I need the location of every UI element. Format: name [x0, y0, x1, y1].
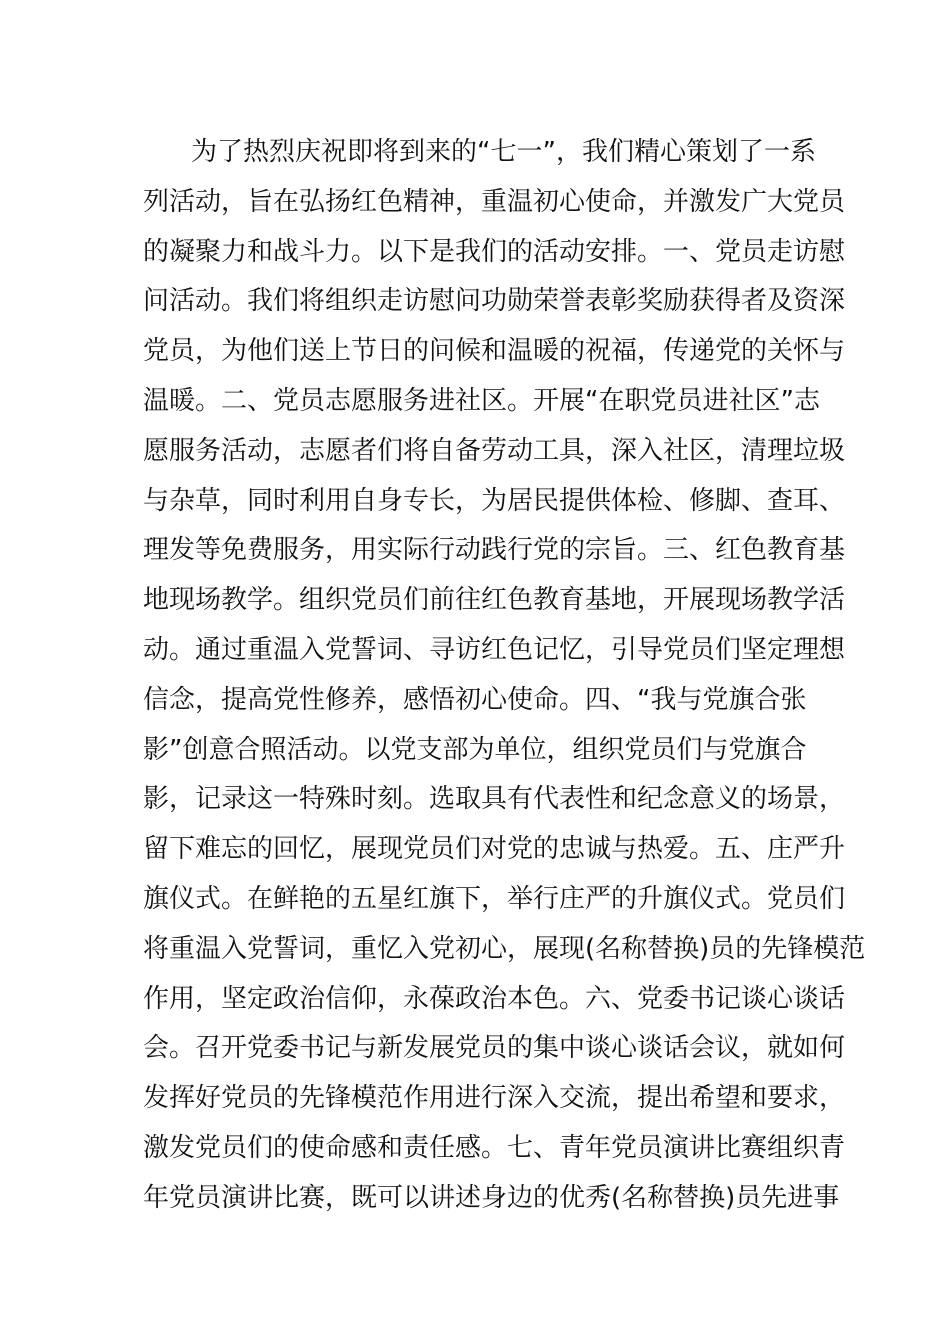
text-line: 理发等免费服务，用实际行动践行党的宗旨。三、红色教育基	[143, 535, 846, 566]
text-line: 地现场教学。组织党员们前往红色教育基地，开展现场教学活	[143, 585, 846, 616]
text-line: 党员，为他们送上节日的问候和温暖的祝福，传递党的关怀与	[143, 336, 846, 367]
text-line: 旗仪式。在鲜艳的五星红旗下，举行庄严的升旗仪式。党员们	[143, 883, 846, 914]
text-line: 发挥好党员的先锋模范作用进行深入交流，提出希望和要求，	[143, 1083, 846, 1114]
text-line: 作用，坚定政治信仰，永葆政治本色。六、党委书记谈心谈话	[143, 983, 846, 1014]
body-paragraph	[143, 128, 865, 1224]
text-line: 的凝聚力和战斗力。以下是我们的活动安排。一、党员走访慰	[143, 236, 846, 267]
text-line: 愿服务活动，志愿者们将自备劳动工具，深入社区，清理垃圾	[143, 435, 846, 466]
text-line: 信念，提高党性修养，感悟初心使命。四、“我与党旗合张	[143, 684, 807, 715]
text-line: 动。通过重温入党誓词、寻访红色记忆，引导党员们坚定理想	[143, 634, 846, 665]
text-line: 会。召开党委书记与新发展党员的集中谈心谈话会议，就如何	[143, 1033, 846, 1064]
text-line: 与杂草，同时利用自身专长，为居民提供体检、修脚、查耳、	[143, 485, 846, 516]
text-line: 影”创意合照活动。以党支部为单位，组织党员们与党旗合	[143, 734, 807, 765]
text-line: 为了热烈庆祝即将到来的“七一”，我们精心策划了一系	[191, 137, 816, 167]
text-line: 问活动。我们将组织走访慰问功勋荣誉表彰奖励获得者及资深	[143, 286, 846, 317]
text-line: 留下难忘的回忆，展现党员们对党的忠诚与热爱。五、庄严升	[143, 834, 846, 865]
text-line: 年党员演讲比赛，既可以讲述身边的优秀(名称替换)员先进事	[143, 1182, 840, 1213]
text-line: 温暖。二、党员志愿服务进社区。开展“在职党员进社区”志	[143, 385, 820, 416]
text-line: 影，记录这一特殊时刻。选取具有代表性和纪念意义的场景，	[143, 784, 846, 815]
text-line: 列活动，旨在弘扬红色精神，重温初心使命，并激发广大党员	[143, 186, 846, 217]
text-line: 将重温入党誓词，重忆入党初心，展现(名称替换)员的先锋模范	[143, 933, 866, 964]
text-line: 激发党员们的使命感和责任感。七、青年党员演讲比赛组织青	[143, 1132, 846, 1163]
